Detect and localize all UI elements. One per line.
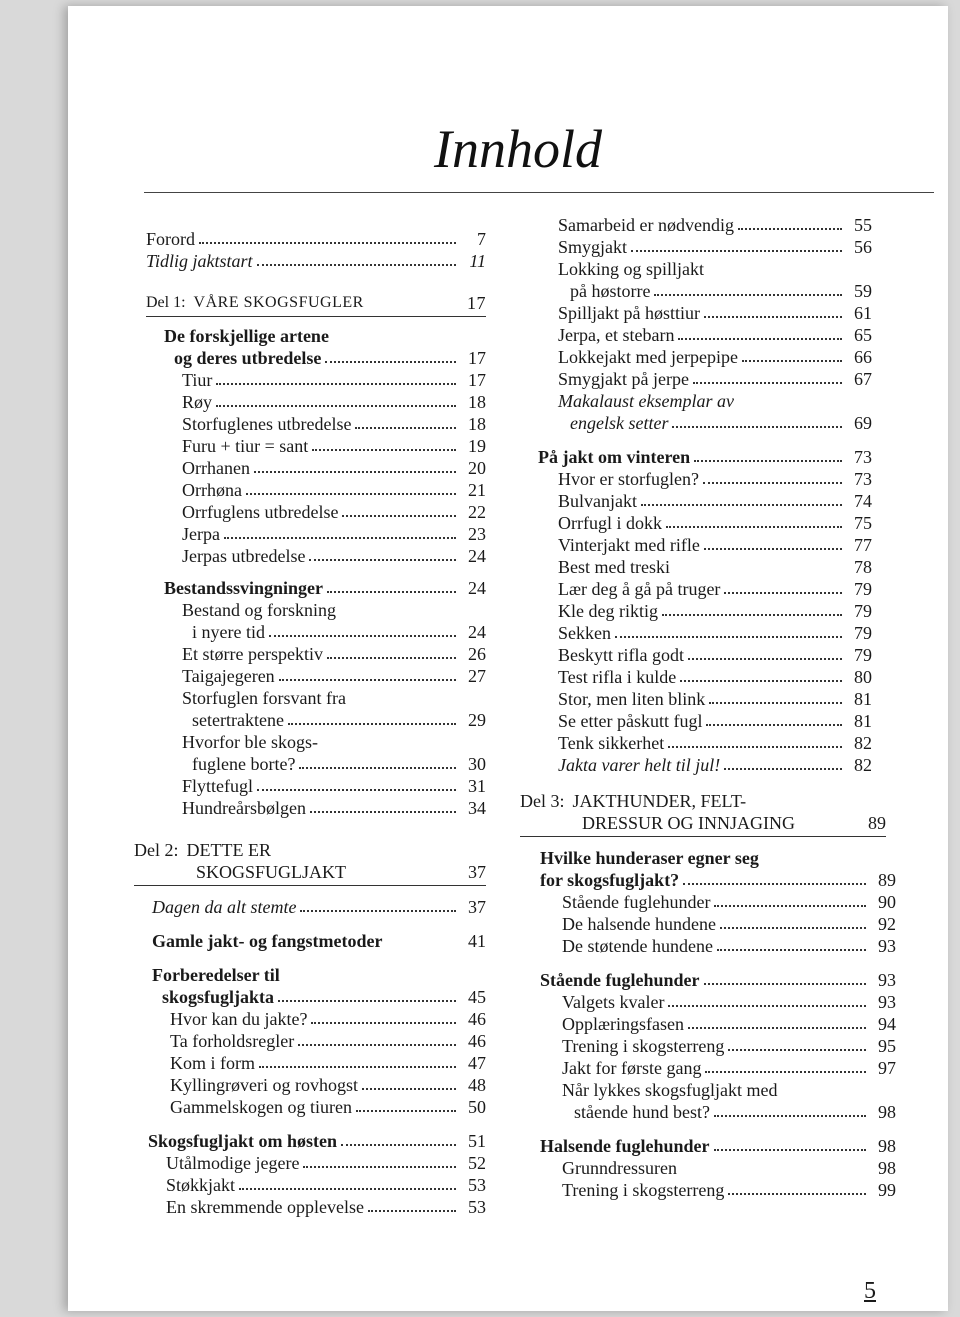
toc-entry: Trening i skogsterreng 99 bbox=[562, 1180, 896, 1200]
toc-heading: På jakt om vinteren 73 bbox=[538, 447, 872, 467]
section-heading: SKOGSFUGLJAKT 37 bbox=[196, 862, 486, 882]
toc-entry: stående hund best? 98 bbox=[574, 1102, 896, 1122]
section-divider bbox=[134, 885, 486, 886]
toc-entry: fuglene borte? 30 bbox=[192, 754, 486, 774]
toc-entry: Flyttefugl 31 bbox=[182, 776, 486, 796]
toc-entry: Sekken 79 bbox=[558, 623, 872, 643]
toc-entry: Kle deg riktig 79 bbox=[558, 601, 872, 621]
toc-entry: Kom i form 47 bbox=[170, 1053, 486, 1073]
toc-right-column bbox=[520, 214, 896, 1201]
toc-entry: Et større perspektiv 26 bbox=[182, 644, 486, 664]
toc-entry: Jerpa 23 bbox=[182, 524, 486, 544]
toc-heading: for skogsfugljakt? 89 bbox=[540, 870, 896, 890]
toc-entry: Furu + tiur = sant 19 bbox=[182, 436, 486, 456]
toc-heading: Hvilke hunderaser egner seg bbox=[540, 848, 759, 868]
toc-entry: Jakt for første gang 97 bbox=[562, 1058, 896, 1078]
toc-entry: Bulvanjakt 74 bbox=[558, 491, 872, 511]
toc-entry: Opplæringsfasen 94 bbox=[562, 1014, 896, 1034]
toc-entry: Jerpa, et stebarn 65 bbox=[558, 325, 872, 345]
toc-entry: Orrhøna 21 bbox=[182, 480, 486, 500]
toc-entry: i nyere tid 24 bbox=[192, 622, 486, 642]
toc-entry: Best med treski 78 bbox=[558, 557, 872, 577]
toc-entry: Utålmodige jegere 52 bbox=[166, 1153, 486, 1173]
toc-heading: Gamle jakt- og fangstmetoder 41 bbox=[152, 931, 486, 951]
title-divider bbox=[144, 192, 934, 193]
toc-heading: Bestandssvingninger 24 bbox=[164, 578, 486, 598]
toc-entry: De støtende hundene 93 bbox=[562, 936, 896, 956]
toc-entry: Ta forholdsregler 46 bbox=[170, 1031, 486, 1051]
section-heading: DRESSUR OG INNJAGING 89 bbox=[582, 813, 886, 833]
toc-entry: setertraktene 29 bbox=[192, 710, 486, 730]
toc-entry: Smygjakt 56 bbox=[558, 237, 872, 257]
toc-entry: Tidlig jaktstart 11 bbox=[146, 251, 486, 271]
section-heading: Del 1: VÅRE SKOGSFUGLER 17 bbox=[146, 293, 486, 313]
toc-entry: Jerpas utbredelse 24 bbox=[182, 546, 486, 566]
toc-entry: Bestand og forskning bbox=[182, 600, 336, 620]
toc-heading: Halsende fuglehunder 98 bbox=[540, 1136, 896, 1156]
page-title: Innhold bbox=[434, 119, 602, 179]
toc-entry: Orrhanen 20 bbox=[182, 458, 486, 478]
toc-entry: Stor, men liten blink 81 bbox=[558, 689, 872, 709]
toc-entry: De halsende hundene 92 bbox=[562, 914, 896, 934]
toc-heading: Stående fuglehunder 93 bbox=[540, 970, 896, 990]
toc-entry: Smygjakt på jerpe 67 bbox=[558, 369, 872, 389]
toc-heading: De forskjellige artene bbox=[164, 326, 329, 346]
toc-entry: Samarbeid er nødvendig 55 bbox=[558, 215, 872, 235]
toc-entry: Røy 18 bbox=[182, 392, 486, 412]
toc-entry: Storfuglenes utbredelse 18 bbox=[182, 414, 486, 434]
toc-heading: skogsfugljakta 45 bbox=[162, 987, 486, 1007]
toc-entry: Forord 7 bbox=[146, 229, 486, 249]
toc-entry: Makalaust eksemplar av bbox=[558, 391, 734, 411]
toc-entry: Hvor kan du jakte? 46 bbox=[170, 1009, 486, 1029]
section-divider bbox=[520, 836, 886, 837]
toc-entry: En skremmende opplevelse 53 bbox=[166, 1197, 486, 1217]
toc-entry: Tiur 17 bbox=[182, 370, 486, 390]
toc-entry: Hvorfor ble skogs- bbox=[182, 732, 318, 752]
toc-entry: Støkkjakt 53 bbox=[166, 1175, 486, 1195]
toc-entry: Trening i skogsterreng 95 bbox=[562, 1036, 896, 1056]
toc-entry: Orrfugl i dokk 75 bbox=[558, 513, 872, 533]
book-page bbox=[68, 6, 948, 1311]
toc-entry: Lokkejakt med jerpepipe 66 bbox=[558, 347, 872, 367]
section-heading: Del 2: DETTE ER bbox=[134, 840, 271, 860]
toc-entry: Test rifla i kulde 80 bbox=[558, 667, 872, 687]
toc-entry: Valgets kvaler 93 bbox=[562, 992, 896, 1012]
toc-entry: Orrfuglens utbredelse 22 bbox=[182, 502, 486, 522]
toc-entry: Stående fuglehunder 90 bbox=[562, 892, 896, 912]
toc-entry: Vinterjakt med rifle 77 bbox=[558, 535, 872, 555]
toc-entry: engelsk setter 69 bbox=[570, 413, 872, 433]
toc-entry: på høstorre 59 bbox=[570, 281, 872, 301]
toc-left-column bbox=[134, 228, 486, 1218]
section-divider bbox=[146, 316, 486, 317]
toc-entry: Spilljakt på høsttiur 61 bbox=[558, 303, 872, 323]
toc-entry: Lokking og spilljakt bbox=[558, 259, 704, 279]
toc-entry: Hvor er storfuglen? 73 bbox=[558, 469, 872, 489]
toc-entry: Jakta varer helt til jul! 82 bbox=[558, 755, 872, 775]
toc-entry: Grunndressuren 98 bbox=[562, 1158, 896, 1178]
section-heading: Del 3: JAKTHUNDER, FELT- bbox=[520, 791, 747, 811]
toc-entry: Lær deg å gå på truger 79 bbox=[558, 579, 872, 599]
toc-entry: Tenk sikkerhet 82 bbox=[558, 733, 872, 753]
toc-entry: Når lykkes skogsfugljakt med bbox=[562, 1080, 778, 1100]
toc-heading: Forberedelser til bbox=[152, 965, 280, 985]
toc-heading: og deres utbredelse 17 bbox=[174, 348, 486, 368]
toc-entry: Dagen da alt stemte 37 bbox=[152, 897, 486, 917]
toc-entry: Se etter påskutt fugl 81 bbox=[558, 711, 872, 731]
toc-entry: Storfuglen forsvant fra bbox=[182, 688, 346, 708]
toc-heading: Skogsfugljakt om høsten 51 bbox=[148, 1131, 486, 1151]
page-number: 5 bbox=[864, 1278, 876, 1304]
toc-entry: Taigajegeren 27 bbox=[182, 666, 486, 686]
toc-entry: Hundreårsbølgen 34 bbox=[182, 798, 486, 818]
toc-entry: Kyllingrøveri og rovhogst 48 bbox=[170, 1075, 486, 1095]
toc-entry: Beskytt rifla godt 79 bbox=[558, 645, 872, 665]
toc-entry: Gammelskogen og tiuren 50 bbox=[170, 1097, 486, 1117]
